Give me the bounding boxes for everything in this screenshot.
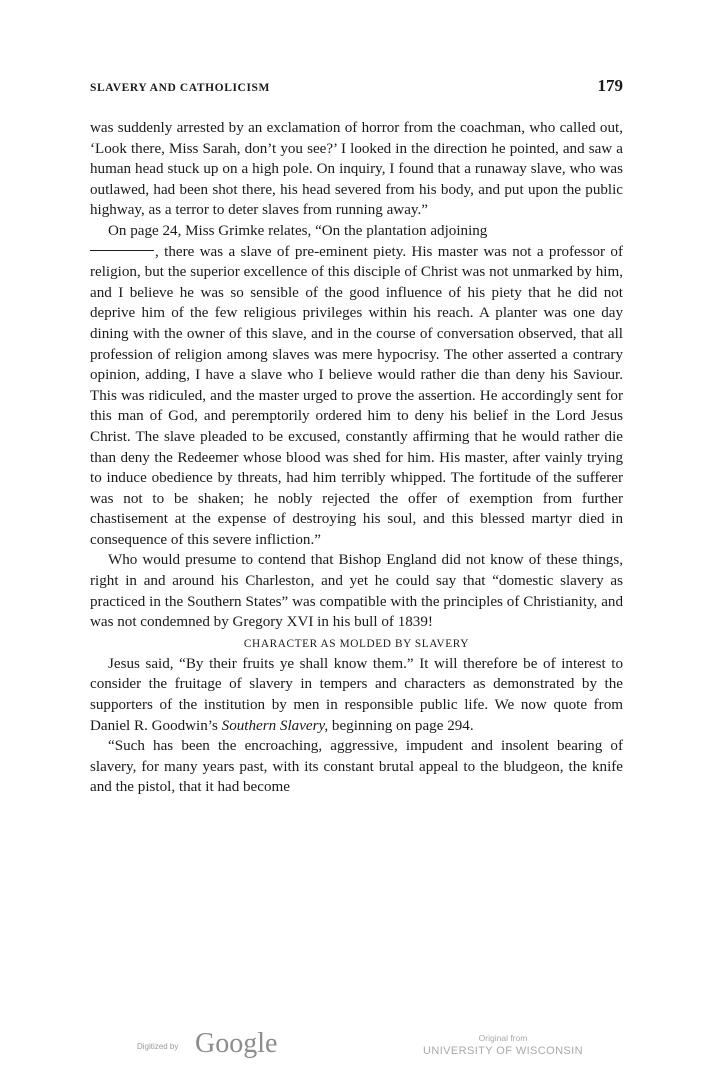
digitized-by-label: Digitized by	[137, 1042, 179, 1051]
running-title: SLAVERY AND CATHOLICISM	[90, 82, 270, 94]
paragraph-4-tail: beginning on page 294.	[328, 717, 474, 734]
book-title: Southern Slavery,	[221, 717, 329, 734]
running-head	[90, 76, 623, 100]
original-from-credit	[418, 1032, 588, 1062]
university-name: UNIVERSITY OF WISCONSIN	[423, 1045, 583, 1057]
paragraph-5: “Such has been the encroaching, aggressive, impudent and insolent bearing of slavery, for many years past, with its constant brutal appeal to the bludgeon, the knife and the pistol, that it had become	[90, 738, 623, 796]
paragraph-1: was suddenly arrested by an exclamation of horror from the coachman, who called out, ‘Look there, Miss Sarah, don’t you see?’ I looked in the direction he pointed, and saw a human head stuck up on a high pole. On inquiry, I found that a runaway slave, who was outlawed, had been shot there, his head severed from his body, and put upon the public highway, as a terror to deter slaves from running away.”	[90, 120, 623, 219]
section-heading: CHARACTER AS MOLDED BY SLAVERY	[243, 637, 470, 650]
original-from-label: Original from	[478, 1033, 528, 1043]
paragraph-4	[90, 654, 623, 736]
redacted-name-blank	[90, 250, 154, 251]
paragraph-3: Who would presume to contend that Bishop England did not know of these things, right in and around his Charleston, and yet he could say that “domestic slavery as practiced in the Southern States” was compatible with the principles of Christianity, and was not condemned by Gregory XVI in his bull of 1839!	[90, 552, 623, 631]
digitized-by-google	[137, 1028, 297, 1062]
google-logo: Google	[195, 1028, 278, 1059]
page-number: 179	[597, 76, 623, 95]
paragraph-2-lead: On page 24, Miss Grimke relates, “On the plantation adjoining	[108, 222, 488, 239]
paragraph-2-rest: , there was a slave of pre-eminent piety. His master was not a professor of religion, but the superior excellence of this disciple of Christ was not unmarked by him, and I believe he was so sensible of the good influence of his piety that he did not deprive him of the few religious privileges within his reach. A planter was one day dining with the owner of this slave, and in the course of conversation observed, that all profession of religion among slaves was mere hypocrisy. The other asserted a contrary opinion, adding, I have a slave who I believe would rather die than deny his Saviour. This was ridiculed, and the master urged to prove the assertion. He accordingly sent for this man of God, and peremptorily ordered him to deny his belief in the Lord Jesus Christ. The slave pleaded to be excused, constantly affirming that he would rather die than deny the Redeemer whose blood was shed for him. His master, after vainly trying to induce obedience by threats, had him terribly whipped. The fortitude of the sufferer was not to be shaken; he nobly rejected the offer of exemption from further chastisement at the expense of destroying his soul, and this blessed martyr died in consequence of this severe infliction.”	[90, 243, 623, 548]
paragraph-2	[90, 221, 623, 551]
body-text	[90, 118, 623, 798]
paragraph-4-lead: Jesus said, “By their fruits ye shall know them.” It will therefore be of interest to consider the fruitage of slavery in tempers and characters as demonstrated by the supporters of the institution by men in responsible public life. We now quote from Daniel R. Goodwin’s	[90, 655, 623, 734]
